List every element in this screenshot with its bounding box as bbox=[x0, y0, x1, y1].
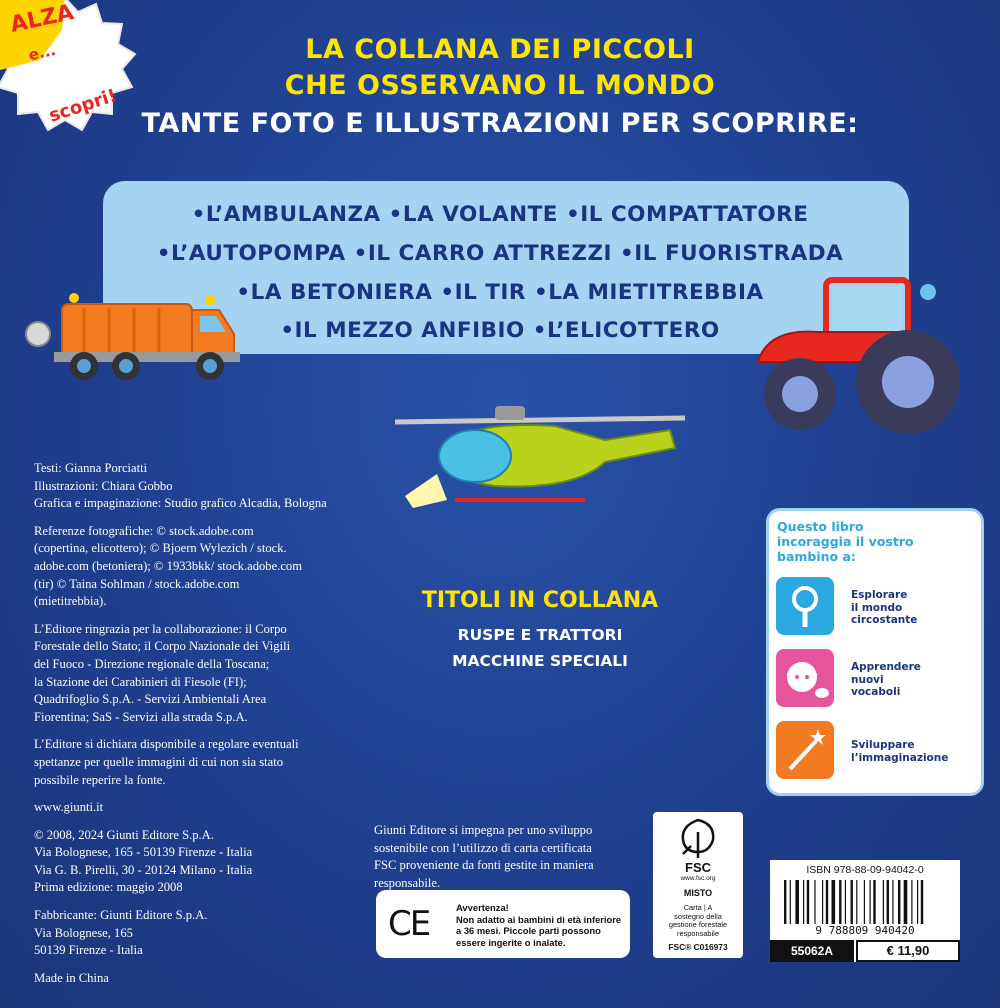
barcode-bar bbox=[790, 880, 791, 924]
isbn-barcode-box bbox=[770, 860, 960, 962]
barcode-bar bbox=[856, 880, 857, 924]
credit-line: L’Editore si dichiara disponibile a regolare eventuali bbox=[34, 737, 299, 752]
barcode-bar bbox=[873, 880, 875, 924]
credits-block bbox=[34, 460, 352, 997]
eco-line: Giunti Editore si impegna per uno sviluppo bbox=[374, 823, 593, 837]
header-line1: LA COLLANA DEI PICCOLI bbox=[305, 34, 695, 65]
barcode-bar bbox=[826, 880, 828, 924]
series-title-1: RUSPE E TRATTORI bbox=[457, 626, 623, 644]
credit-line: Referenze fotografiche: © stock.adobe.com bbox=[34, 523, 254, 538]
barcode bbox=[784, 880, 952, 924]
isbn-label: ISBN 978-88-09-94042-0 bbox=[806, 864, 924, 876]
credit-line: Made in China bbox=[34, 970, 109, 985]
magic-wand-icon bbox=[776, 721, 834, 779]
series-heading: TITOLI IN COLLANA bbox=[421, 588, 659, 613]
barcode-bar bbox=[795, 880, 799, 924]
fsc-site: www.fsc.org bbox=[680, 875, 716, 882]
fsc-desc-line: responsabile bbox=[677, 928, 719, 938]
barcode-bar bbox=[814, 880, 815, 924]
warning-line: a 36 mesi. Piccole parti possono bbox=[456, 925, 601, 936]
credit-line: Via Bolognese, 165 - 50139 Firenze - Italia bbox=[34, 845, 253, 860]
skill-label-line: nuovi bbox=[851, 673, 884, 686]
credit-line: Fiorentina; SaS - Servizi alla strada S.p.A. bbox=[34, 709, 248, 724]
garbage-truck-illustration bbox=[14, 290, 246, 390]
credit-line: © 2008, 2024 Giunti Editore S.p.A. bbox=[34, 827, 214, 842]
helicopter-illustration bbox=[375, 400, 695, 518]
credit-line: Quadrifoglio S.p.A. - Servizi Ambientali Area bbox=[34, 692, 267, 707]
barcode-bar bbox=[870, 880, 871, 924]
barcode-bar bbox=[883, 880, 884, 924]
credit-line: (mietitrebbia). bbox=[34, 594, 107, 609]
credit-line: Grafica e impaginazione: Studio grafico Alcadia, Bologna bbox=[34, 496, 327, 511]
barcode-bar bbox=[864, 880, 865, 924]
warning-line: Non adatto ai bambini di età inferiore bbox=[456, 913, 622, 925]
credits-thanks bbox=[34, 621, 352, 727]
credit-line: www.giunti.it bbox=[34, 800, 104, 815]
credits-authors bbox=[34, 460, 352, 513]
barcode-bar bbox=[898, 880, 900, 924]
series-title-2: MACCHINE SPECIALI bbox=[452, 652, 628, 670]
barcode-bar bbox=[904, 880, 908, 924]
barcode-bar bbox=[917, 880, 918, 924]
skill-label-line: l’immaginazione bbox=[851, 751, 949, 764]
credit-line: Testi: Gianna Porciatti bbox=[34, 461, 148, 475]
eco-line: FSC proveniente da fonti gestite in maniera bbox=[374, 858, 594, 873]
fsc-desc-line: Carta | A bbox=[683, 903, 713, 912]
vehicle-row-1: •L’AMBULANZA •LA VOLANTE •IL COMPATTATORE bbox=[191, 202, 809, 227]
vehicle-row-2: •L’AUTOPOMPA •IL CARRO ATTREZZI •IL FUORISTRADA bbox=[156, 241, 844, 266]
product-code: 55062A bbox=[770, 940, 854, 962]
magnifier-icon bbox=[776, 577, 834, 635]
skill-label-imagine bbox=[851, 739, 948, 764]
vehicle-row-4: •IL MEZZO ANFIBIO •L’ELICOTTERO bbox=[280, 318, 720, 343]
credits-website bbox=[34, 799, 352, 817]
isbn-digits: 9 788809 940420 bbox=[815, 924, 915, 937]
fsc-tree-icon bbox=[675, 818, 721, 860]
skill-label-learn bbox=[851, 661, 921, 699]
skill-label-line: circostante bbox=[851, 614, 918, 626]
fsc-desc-line: gestione forestale bbox=[668, 920, 728, 930]
barcode-bar bbox=[887, 880, 889, 924]
tractor-illustration bbox=[748, 270, 998, 445]
credits-made-in bbox=[34, 970, 352, 988]
barcode-bar bbox=[851, 880, 853, 924]
credit-line: del Fuoco - Direzione regionale della Toscana; bbox=[34, 656, 270, 671]
credit-line: Illustrazioni: Chiara Gobbo bbox=[34, 478, 173, 493]
ce-warning-box bbox=[376, 890, 630, 958]
skills-box bbox=[766, 508, 984, 796]
credit-line: la Stazione dei Carabinieri di Fiesole (FI); bbox=[34, 674, 247, 689]
skill-label-line: il mondo bbox=[851, 601, 903, 614]
credits-rights-notice bbox=[34, 736, 352, 789]
credit-line: Via Bolognese, 165 bbox=[34, 925, 133, 940]
barcode-bar bbox=[839, 880, 841, 924]
warning-text bbox=[456, 902, 626, 948]
barcode-bar bbox=[892, 880, 893, 924]
credit-line: (tir) © Taina Sohlman / stock.adobe.com bbox=[34, 576, 240, 591]
credit-line: Fabbricante: Giunti Editore S.p.A. bbox=[34, 908, 208, 923]
eco-line: sostenibile con l’utilizzo di carta certificata bbox=[374, 840, 592, 855]
credit-line: L’Editore ringrazia per la collaborazione: il Corpo bbox=[34, 621, 287, 636]
credit-line: possibile reperire la fonte. bbox=[34, 772, 166, 787]
child-face-icon bbox=[776, 649, 834, 707]
eco-line: responsabile. bbox=[374, 875, 441, 890]
fsc-description bbox=[653, 904, 743, 938]
fsc-logo-text: FSC bbox=[685, 860, 711, 875]
credit-line: 50139 Firenze - Italia bbox=[34, 943, 143, 958]
price: € 11,90 bbox=[856, 940, 960, 962]
skill-label-line: Sviluppare bbox=[851, 739, 915, 751]
badge-line2: e... bbox=[27, 40, 58, 65]
warning-line: essere ingerite o inalate. bbox=[456, 936, 566, 948]
credits-publisher bbox=[34, 827, 352, 897]
barcode-bar bbox=[845, 880, 846, 924]
fsc-label bbox=[653, 812, 743, 958]
skill-label-line: Apprendere bbox=[851, 661, 921, 673]
barcode-bar bbox=[832, 880, 836, 924]
barcode-bar bbox=[803, 880, 804, 924]
ce-mark: CE bbox=[388, 904, 430, 944]
barcode-bar bbox=[822, 880, 823, 924]
barcode-bar bbox=[921, 880, 923, 924]
skills-title-line: bambino a: bbox=[777, 549, 856, 564]
warning-line: Avvertenza! bbox=[456, 902, 509, 913]
credit-line: spettanze per quelle immagini di cui non sia stato bbox=[34, 754, 284, 769]
credit-line: Prima edizione: maggio 2008 bbox=[34, 880, 183, 895]
skill-label-explore bbox=[851, 589, 917, 627]
skills-title-line: incoraggia il vostro bbox=[777, 534, 914, 549]
credits-photo-references bbox=[34, 523, 352, 611]
credit-line: (copertina, elicottero); © Bjoern Wylezich / stock. bbox=[34, 541, 287, 556]
barcode-bar bbox=[807, 880, 809, 924]
skills-title bbox=[777, 519, 977, 564]
credits-manufacturer bbox=[34, 907, 352, 960]
badge-line1: ALZA bbox=[8, 0, 76, 38]
header-line2: CHE OSSERVANO IL MONDO bbox=[284, 70, 716, 101]
sustainability-note bbox=[374, 822, 634, 892]
fsc-code: FSC® C016973 bbox=[668, 942, 728, 952]
fsc-desc-line: sostegno della bbox=[674, 911, 722, 921]
fsc-misto: MISTO bbox=[683, 888, 713, 898]
skills-title-line: Questo libro bbox=[777, 519, 864, 534]
vehicle-row-3: •LA BETONIERA •IL TIR •LA MIETITREBBIA bbox=[236, 280, 764, 305]
skill-label-line: Esplorare bbox=[851, 589, 908, 601]
credit-line: Forestale dello Stato; il Corpo Nazionale dei Vigili bbox=[34, 639, 291, 654]
header-line3: TANTE FOTO E ILLUSTRAZIONI PER SCOPRIRE: bbox=[141, 108, 859, 139]
badge-line3: scopri! bbox=[46, 85, 120, 127]
barcode-bar bbox=[784, 880, 786, 924]
credit-line: adobe.com (betoniera); © 1933bkk/ stock.adobe.com bbox=[34, 558, 303, 573]
credit-line: Via G. B. Pirelli, 30 - 20124 Milano - Italia bbox=[34, 862, 253, 877]
skill-label-line: vocaboli bbox=[851, 686, 901, 698]
barcode-bar bbox=[911, 880, 912, 924]
